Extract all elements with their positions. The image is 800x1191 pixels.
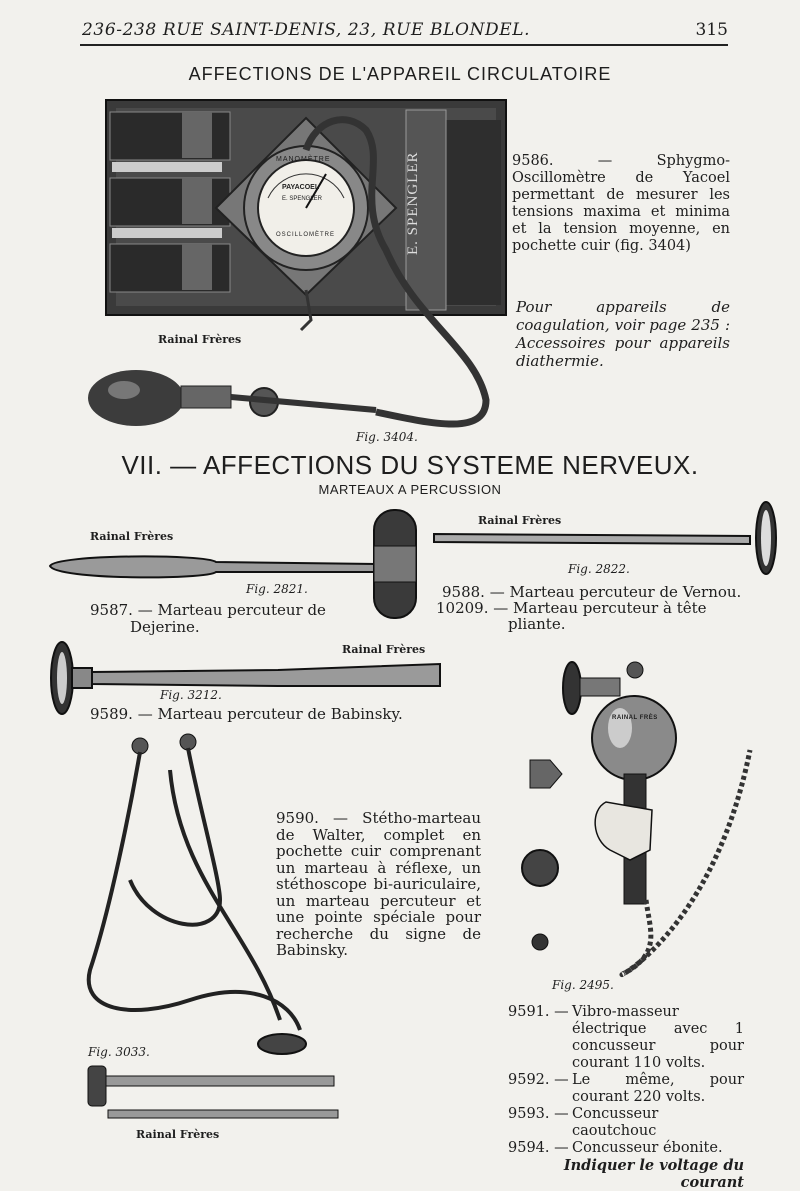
figure-caption: Fig. 2822. (568, 562, 630, 576)
vibro-entry (508, 1072, 744, 1106)
dejerine-entry-line2: Dejerine. (130, 618, 200, 636)
entry-code: 9592. — (508, 1072, 569, 1088)
figure-caption: Fig. 2495. (552, 978, 614, 992)
vibro-entry (508, 1004, 744, 1072)
entry-text: Concusseur caoutchouc (572, 1106, 659, 1139)
maker-credit: Rainal Frères (478, 514, 562, 527)
folding-hammer-entry-line1: 10209. — Marteau percuteur à tête (436, 599, 707, 617)
sphygmo-entry: 9586. — Sphygmo-Oscillomètre de Yacoel permettant de mesurer les tensions maxima et minima et la tension moyenne, en pochette cuir (fig. 3404) (512, 153, 730, 254)
coagulation-note: Pour appareils de coagulation, voir page 235 : Accessoires pour appareils diathermie. (516, 298, 730, 370)
maker-credit: Rainal Frères (158, 333, 242, 346)
pouch-brand-label: E. SPENGLER (405, 151, 421, 255)
chapter-title: VII. — AFFECTIONS DU SYSTEME NERVEUX. (121, 450, 699, 480)
maker-credit: Rainal Frères (90, 530, 174, 543)
entry-code: 9593. — (508, 1106, 569, 1122)
page-number: 315 (695, 20, 728, 40)
entry-code: 9591. — (508, 1004, 569, 1020)
vibro-masseur-illustration (510, 650, 770, 990)
entry-text: Vibro-masseur électrique avec 1 concusseur pour courant 110 volts. (572, 1004, 744, 1071)
chapter-subtitle: MARTEAUX A PERCUSSION (318, 482, 502, 497)
dial-brand: E. SPENGLER (282, 196, 323, 202)
vibro-device-label: RAINAL FRÈS (612, 715, 658, 721)
dial-title: MANOMÈTRE (276, 156, 331, 163)
vibro-entries (508, 1004, 744, 1191)
figure-caption: Fig. 2821. (246, 582, 308, 596)
entry-text: Le même, pour courant 220 volts. (572, 1072, 744, 1105)
dial-bottom-label: OSCILLOMÈTRE (276, 232, 336, 238)
section-title: AFFECTIONS DE L'APPAREIL CIRCULATOIRE (188, 64, 612, 84)
dejerine-entry-line1: 9587. — Marteau percuteur de (90, 601, 326, 619)
maker-credit: Rainal Frères (136, 1128, 220, 1141)
walter-entry: 9590. — Stétho-marteau de Walter, complet en pochette cuir comprenant un marteau à réflexe, un stéthoscope bi-auriculaire, un marteau percuteur et une pointe spéciale pour recherche du signe de Babinsky. (276, 809, 481, 959)
entry-text: Concusseur ébonite. (572, 1140, 723, 1156)
sphygmo-oscillometer-illustration (86, 90, 516, 440)
voltage-note: Indiquer le voltage du courant (563, 1157, 744, 1191)
figure-caption: Fig. 3033. (88, 1045, 150, 1059)
header-rule (80, 44, 728, 46)
vibro-entry (508, 1106, 744, 1140)
figure-caption: Fig. 3404. (356, 430, 418, 444)
dial-maker: PAYACOEL (282, 184, 320, 191)
running-header-address: 236-238 RUE SAINT-DENIS, 23, RUE BLONDEL. (82, 20, 531, 40)
vibro-entry (508, 1140, 744, 1157)
figure-caption: Fig. 3212. (160, 688, 222, 702)
babinsky-entry: 9589. — Marteau percuteur de Babinsky. (90, 705, 403, 723)
maker-credit: Rainal Frères (342, 643, 426, 656)
folding-hammer-entry-line2: pliante. (508, 615, 566, 633)
entry-code: 9594. — (508, 1140, 569, 1156)
vernou-entry: 9588. — Marteau percuteur de Vernou. (442, 583, 742, 601)
